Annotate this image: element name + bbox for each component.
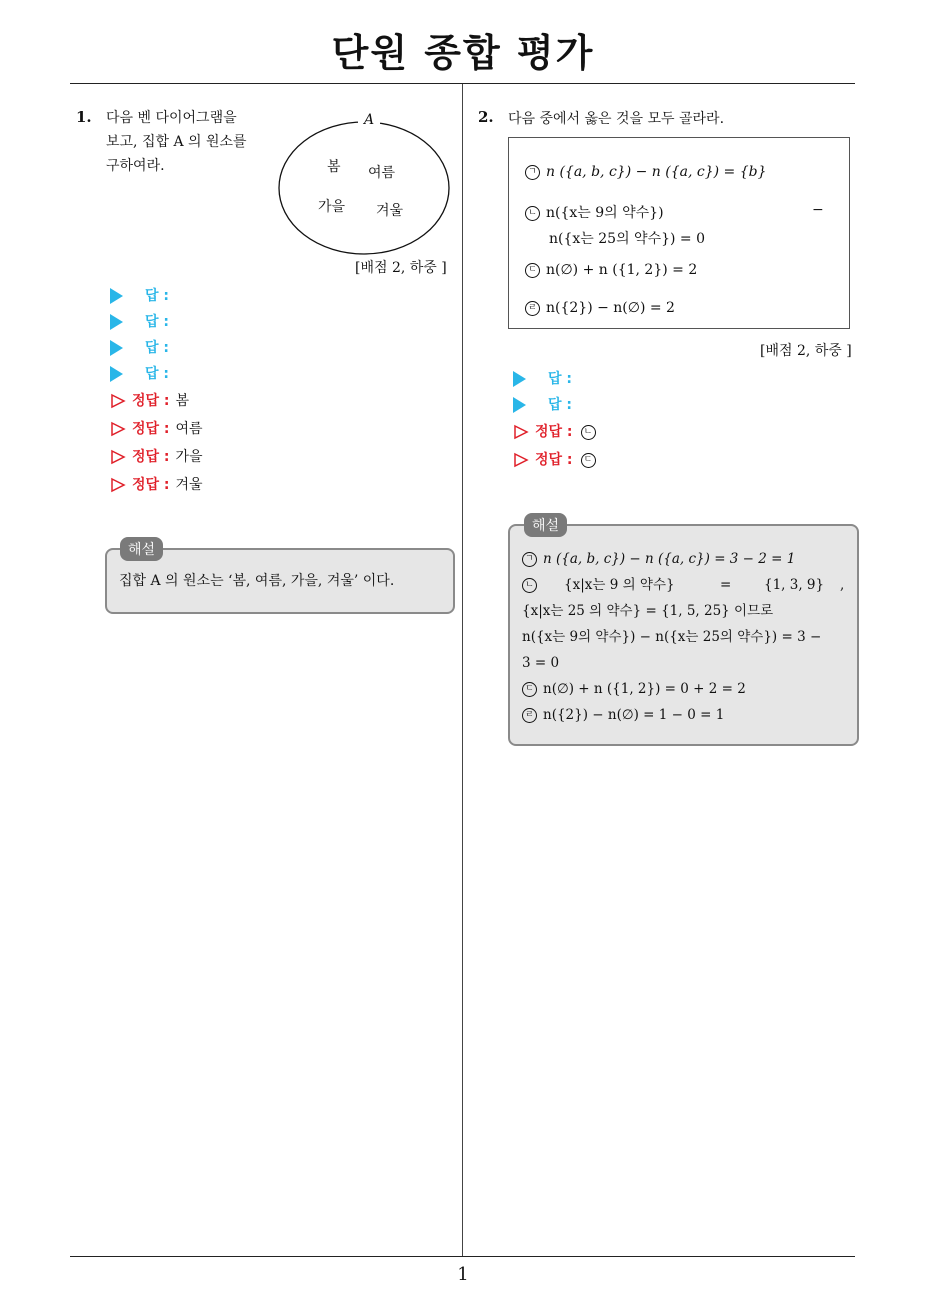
answer-label: 답 : (145, 314, 169, 330)
q2-explanation-body (522, 546, 852, 728)
choice-mark: ㄴ (525, 206, 540, 221)
q1-explanation-text: 집합 A 의 원소는 ‘봄, 여름, 가을, 겨울’ 이다. (119, 573, 395, 589)
answer-label: 답 : (145, 366, 169, 382)
q1-text-line: 보고, 집합 A 의 원소를 (106, 134, 247, 150)
choice-item (525, 262, 697, 278)
answer-row (513, 392, 602, 418)
correct-label: 정답 : (132, 421, 170, 437)
q1-score: [배점 2, 하중 ] (355, 260, 447, 276)
answer-marker-icon (110, 288, 123, 304)
choice-mark: ㄷ (522, 682, 537, 697)
q1-answers (110, 283, 203, 499)
correct-value: 봄 (175, 393, 190, 409)
explanation-text: {1, 3, 9} (764, 577, 825, 593)
choice-text: n(∅) + n ({1, 2}) = 2 (546, 262, 698, 278)
choice-item (525, 202, 664, 222)
choice-dash: − (812, 202, 824, 218)
q1-text (106, 106, 276, 178)
explanation-line (522, 572, 852, 598)
answer-row (110, 283, 203, 309)
q2-text: 다음 중에서 옳은 것을 모두 골라라. (508, 111, 725, 127)
explanation-text: n ({a, b, c}) − n ({a, c}) = 3 − 2 = 1 (543, 551, 796, 567)
correct-row (110, 471, 203, 499)
answer-label: 답 : (548, 397, 572, 413)
explanation-line (522, 546, 852, 572)
choice-text-continued: n({x는 25의 약수}) = 0 (549, 231, 705, 247)
correct-marker-icon (110, 393, 126, 409)
correct-marker-icon (513, 452, 529, 468)
explanation-line: n({x는 9의 약수}) − n({x는 25의 약수}) = 3 − (522, 629, 822, 645)
explanation-text: = (720, 577, 732, 593)
page-title: 단원 종합 평가 (331, 31, 595, 75)
venn-element: 여름 (368, 165, 396, 181)
answer-row (110, 361, 203, 387)
q2-number: 2. (478, 108, 494, 126)
choice-mark: ㄴ (522, 578, 537, 593)
q1-text-line: 다음 벤 다이어그램을 (106, 110, 237, 126)
choice-mark: ㄹ (522, 708, 537, 723)
explanation-text: n({2}) − n(∅) = 1 − 0 = 1 (543, 707, 725, 723)
choice-text: n({2}) − n(∅) = 2 (546, 300, 675, 316)
venn-diagram (276, 112, 452, 258)
correct-value: 여름 (175, 421, 203, 437)
correct-value: ㄷ (581, 453, 596, 468)
answer-marker-icon (110, 366, 123, 382)
choice-text: n({x는 9의 약수}) (546, 205, 664, 221)
answer-row (110, 335, 203, 361)
correct-row (513, 418, 602, 446)
q2-score: [배점 2, 하중 ] (760, 343, 852, 359)
answer-marker-icon (110, 340, 123, 356)
correct-row (110, 415, 203, 443)
q1-explanation-tag: 해설 (120, 537, 163, 561)
q1-number: 1. (76, 108, 92, 126)
correct-row (513, 446, 602, 474)
correct-value: ㄴ (581, 425, 596, 440)
answer-label: 답 : (145, 340, 169, 356)
choice-text: n ({a, b, c}) − n ({a, c}) = {b} (546, 164, 767, 180)
bottom-rule (70, 1256, 855, 1257)
page-number: 1 (457, 1264, 469, 1285)
choice-mark: ㄷ (525, 263, 540, 278)
answer-label: 답 : (145, 288, 169, 304)
choice-mark: ㄹ (525, 301, 540, 316)
venn-element: 겨울 (376, 203, 404, 219)
choice-item (525, 300, 675, 316)
explanation-line (522, 676, 852, 702)
correct-value: 가을 (175, 449, 203, 465)
explanation-line (522, 702, 852, 728)
answer-row (110, 309, 203, 335)
correct-row (110, 443, 203, 471)
choice-mark: ㄱ (522, 552, 537, 567)
answer-marker-icon (513, 397, 526, 413)
correct-marker-icon (110, 421, 126, 437)
correct-marker-icon (513, 424, 529, 440)
answer-row (513, 366, 602, 392)
explanation-line: 3 = 0 (522, 655, 560, 671)
explanation-text: {x|x는 9 의 약수} (564, 577, 675, 593)
explanation-line: {x|x는 25 의 약수} = {1, 5, 25} 이므로 (522, 603, 774, 619)
choice-mark: ㄱ (525, 165, 540, 180)
venn-ellipse (276, 112, 452, 258)
column-divider (462, 84, 463, 1256)
venn-element: 봄 (327, 159, 341, 175)
correct-label: 정답 : (535, 424, 573, 440)
answer-label: 답 : (548, 371, 572, 387)
q2-choices-box (508, 137, 850, 329)
q2-explanation-box (508, 524, 859, 746)
correct-label: 정답 : (132, 393, 170, 409)
correct-marker-icon (110, 477, 126, 493)
venn-set-label: A (358, 112, 380, 128)
explanation-text: , (840, 577, 845, 593)
correct-label: 정답 : (132, 477, 170, 493)
choice-item (525, 164, 767, 180)
answer-marker-icon (110, 314, 123, 330)
venn-element: 가을 (318, 199, 346, 215)
q1-text-line: 구하여라. (106, 158, 165, 174)
correct-marker-icon (110, 449, 126, 465)
q2-explanation-tag: 해설 (524, 513, 567, 537)
correct-label: 정답 : (132, 449, 170, 465)
correct-row (110, 387, 203, 415)
correct-label: 정답 : (535, 452, 573, 468)
answer-marker-icon (513, 371, 526, 387)
explanation-text: n(∅) + n ({1, 2}) = 0 + 2 = 2 (543, 681, 746, 697)
q2-answers (513, 366, 602, 474)
correct-value: 겨울 (175, 477, 203, 493)
